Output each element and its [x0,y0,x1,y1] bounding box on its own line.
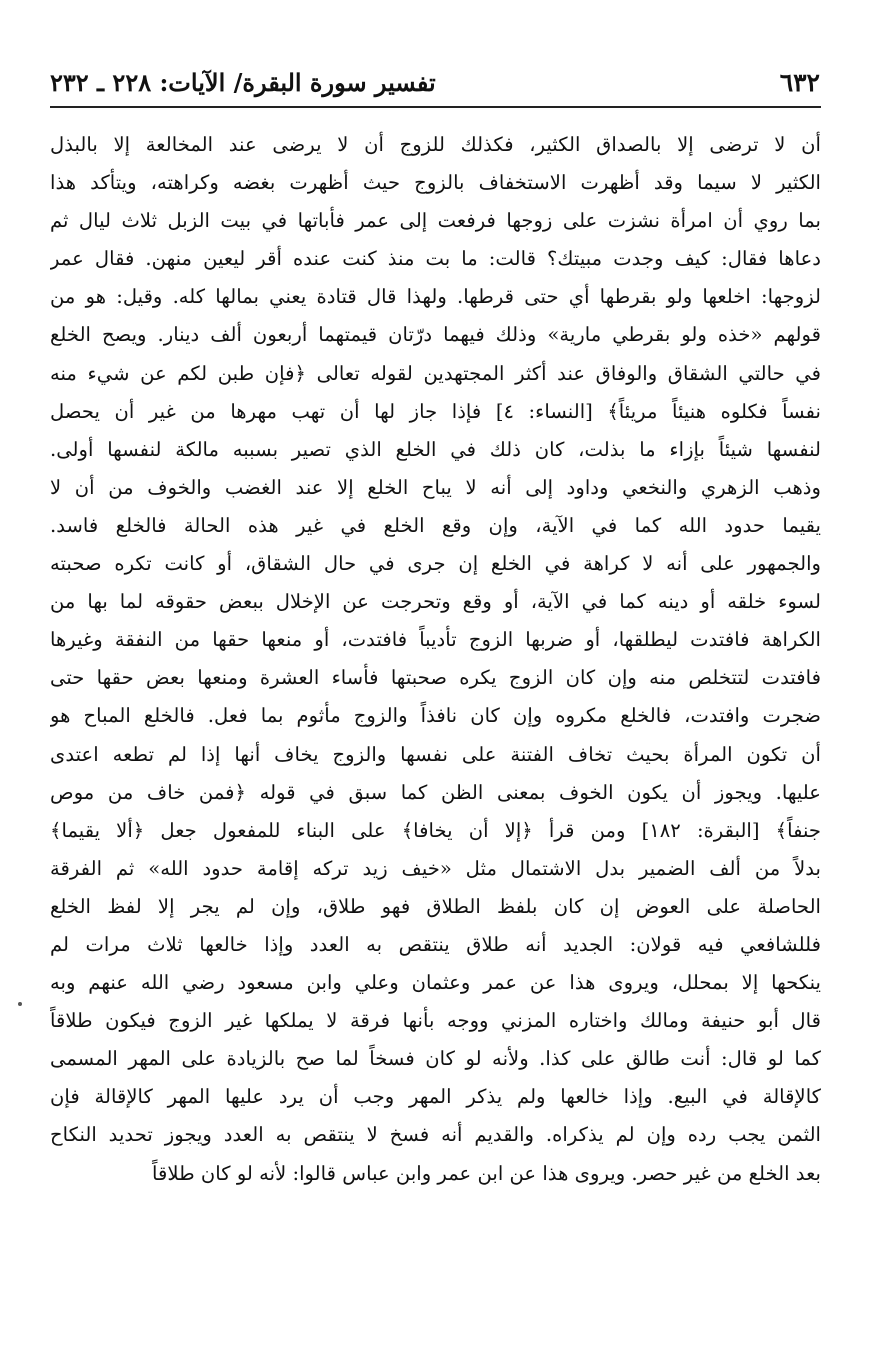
text-line: ضجرت وافتدت، فالخلع مكروه وإن كان نافذاً والزوج مأثوم بما فعل. فالخلع المباح هو [50,704,821,728]
text-line: قولهم «خذه ولو بقرطي مارية» وذلك فيهما درّتان قيمتهما أربعون ألف دينار. ويصح الخلع [50,323,821,347]
text-line: نفساً فكلوه هنيئاً مريئاً﴾ [النساء: ٤] فإذا جاز لها أن تهب مهرها من غير أن يحصل [50,399,821,423]
page-header [50,68,820,102]
text-line: وذهب الزهري والنخعي وداود إلى أنه لا يباح الخلع إلا عند الغضب والخوف من أن لا [50,475,821,499]
text-line: الثمن يجب رده وإن لم يذكراه. والقديم أنه فسخ لا ينتقص به العدد ويجوز تحديد النكاح [50,1123,821,1147]
text-line: أن لا ترضى إلا بالصداق الكثير، فكذلك للزوج أن لا يرضى عند المخالعة إلا بالبذل [50,133,821,156]
text-line: يقيما حدود الله كما في الآية، وإن وقع الخلع في غير هذه الحالة فالخلع فاسد. [50,513,821,537]
page-number: ٦٣٢ [779,68,820,97]
text-line: دعاها فقال: كيف وجدت مبيتك؟ قالت: ما بت منذ كنت عنده أقر ليعين منهن. فقال عمر [50,247,821,271]
margin-mark [18,1002,22,1006]
text-line: كالإقالة في البيع. وإذا خالعها ولم يذكر المهر وجب أن يرد عليها المهر كالإقالة فإن [50,1085,821,1109]
text-line: جنفاً﴾ [البقرة: ١٨٢] ومن قرأ ﴿إلا أن يخافا﴾ على البناء للمفعول جعل ﴿ألا يقيما﴾ [50,818,821,842]
text-line: الكراهة فافتدت ليطلقها، أو ضربها الزوج تأديباً فافتدت، أو منعها حقها من النفقة وغيرها [50,628,821,652]
text-line: عليها. ويجوز أن يكون الخوف بمعنى الظن كما سبق في قوله ﴿فمن خاف من موص [50,780,821,804]
text-line: لسوء خلقه أو دينه كما في الآية، أو وقع وتحرجت عن الإخلال ببعض حقوقه لما بها من [50,590,821,614]
text-line: فللشافعي فيه قولان: الجديد أنه طلاق ينتقص به العدد وإذا خالعها ثلاث مرات لم [50,932,821,956]
text-line: الكثير لا سيما وقد أظهرت الاستخفاف بالزوج حيث أظهرت بغضه وكراهته، ويتأكد هذا [50,171,821,195]
text-line: في حالتي الشقاق والوفاق عند أكثر المجتهدين لقوله تعالى ﴿فإن طبن لكم عن شيء منه [50,361,821,385]
header-divider [50,106,821,108]
text-line: والجمهور على أنه لا كراهة في الخلع إن جرى في حال الشقاق، أو كانت تكره صحبته [50,552,821,576]
text-line: لزوجها: اخلعها ولو بقرطها أي حتى قرطها. ولهذا قال قتادة يعني بمالها كله. وقيل: هو من [50,285,821,309]
text-line: قال أبو حنيفة ومالك واختاره المزني ووجه بأنها فرقة لا يملكها غير الزوج فيكون طلاقاً [50,1009,821,1033]
text-line: بعد الخلع من غير حصر. ويروى هذا عن ابن عمر وابن عباس قالوا: لأنه لو كان طلاقاً [152,1161,821,1185]
text-line: بما روي أن امرأة نشزت على زوجها فرفعت إلى عمر فأباتها في بيت الزبل ثلاث ليال ثم [50,209,821,233]
text-line: ينكحها إلا بمحلل، ويروى هذا عن عمر وعثمان وعلي وابن مسعود رضي الله عنهم وبه [50,971,821,995]
body-text [50,126,821,1193]
text-line: الحاصلة على العوض إن كان بلفظ الطلاق فهو طلاق، وإن لم يجر إلا لفظ الخلع [50,894,821,918]
text-line: أن تكون المرأة بحيث تخاف الفتنة على نفسها والزوج يخاف أنها إذا لم تطعه اعتدى [50,742,821,766]
text-line: لنفسها شيئاً بإزاء ما بذلت، كان ذلك في الخلع الذي تصير بسببه مالكة لنفسها أولى. [50,437,821,461]
text-line: فافتدت لتتخلص منه وإن كان الزوج يكره صحبتها فأساء العشرة ومنعها بعض حقها حتى [50,666,821,690]
text-line: كما لو قال: أنت طالق على كذا. ولأنه لو كان فسخاً لما صح بالزيادة على المهر المسمى [50,1047,821,1071]
text-line: بدلاً من ألف الضمير بدل الاشتمال مثل «خيف زيد تركه إقامة حدود الله» ثم الفرقة [50,856,821,880]
running-title: تفسير سورة البقرة/ الآيات: ٢٢٨ ـ ٢٣٢ [50,68,436,97]
